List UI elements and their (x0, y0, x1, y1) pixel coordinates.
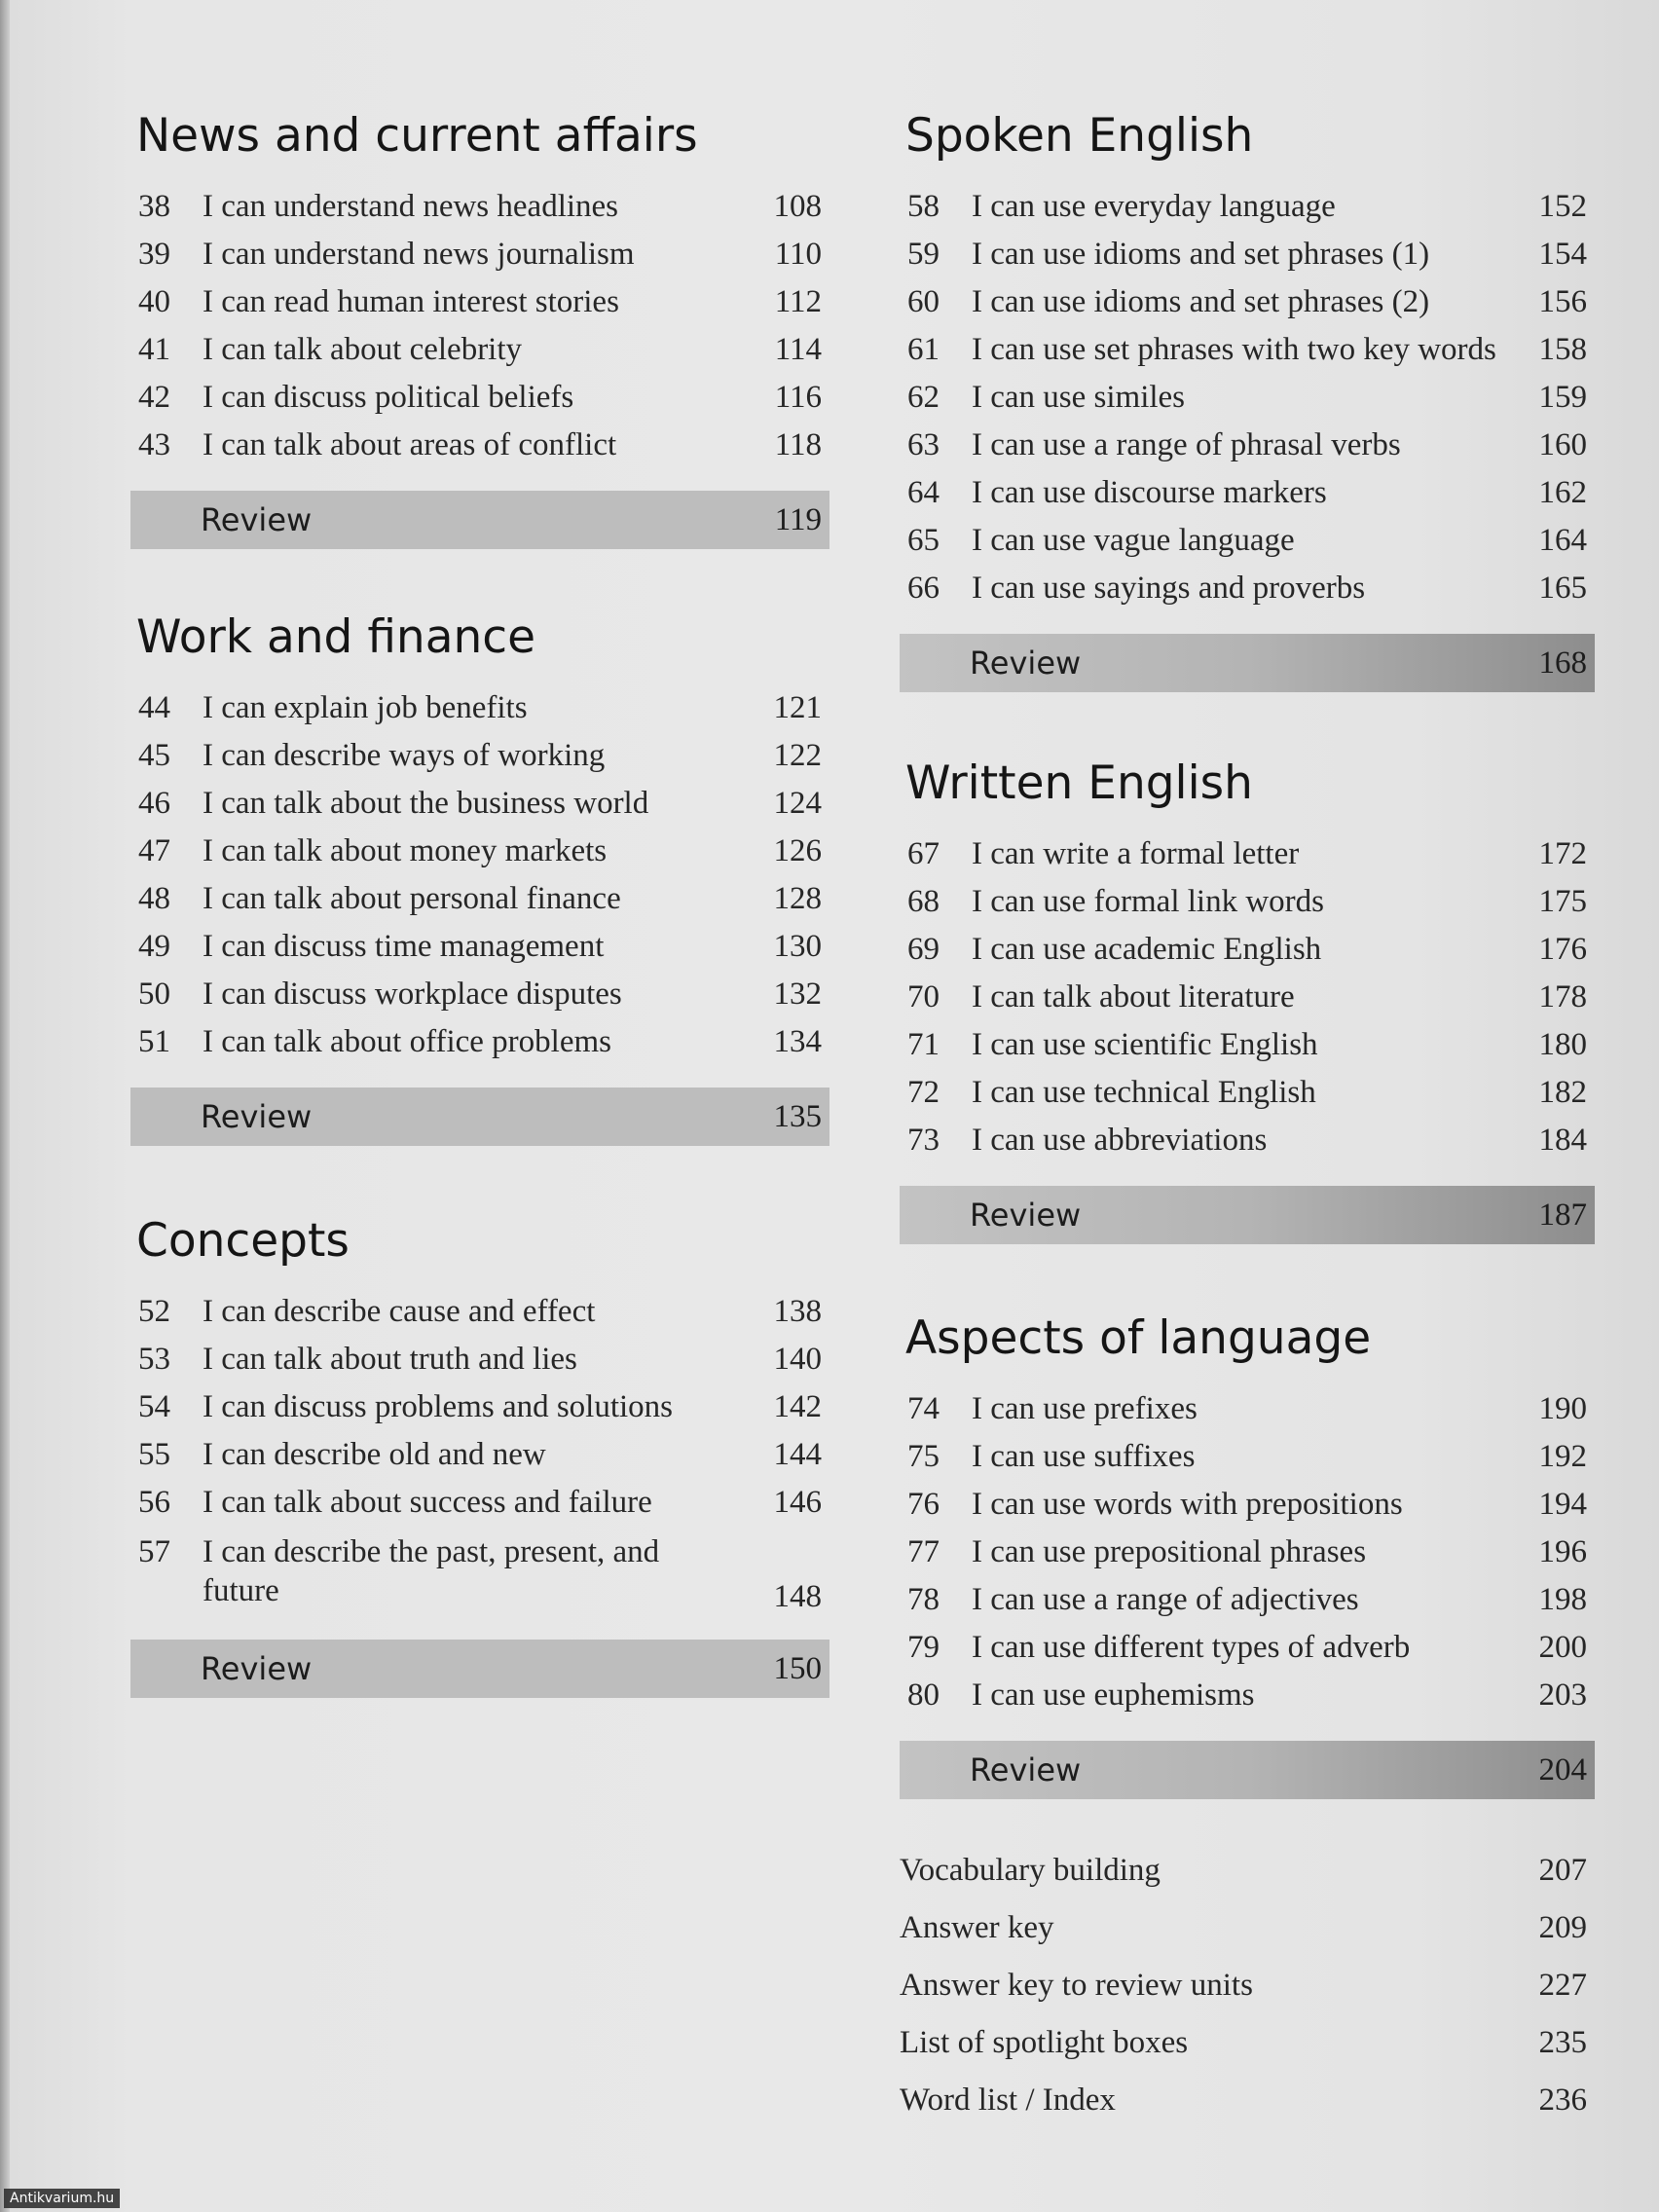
appendix-page: 209 (1538, 1910, 1587, 1945)
unit-num: 39 (138, 237, 170, 272)
review-page: 204 (1538, 1751, 1587, 1788)
appendix-page: 235 (1538, 2025, 1587, 2060)
unit-row[interactable] (130, 1431, 830, 1479)
unit-row[interactable] (900, 1069, 1595, 1117)
unit-row[interactable] (900, 1481, 1595, 1529)
unit-num: 45 (138, 738, 170, 773)
unit-title: I can use prepositional phrases (972, 1534, 1367, 1569)
review-label: Review (970, 1751, 1082, 1788)
unit-title: I can use scientific English (972, 1027, 1318, 1062)
unit-row[interactable] (900, 1117, 1595, 1164)
review-bar[interactable] (900, 1741, 1595, 1799)
unit-row[interactable] (900, 830, 1595, 878)
unit-title: I can talk about the business world (203, 786, 649, 821)
unit-title: I can explain job benefits (203, 690, 528, 725)
unit-title: I can use vague language (972, 523, 1295, 558)
unit-num: 40 (138, 284, 170, 319)
unit-num: 66 (907, 571, 940, 606)
section-heading: Spoken English (905, 109, 1254, 163)
review-page: 150 (773, 1650, 822, 1686)
unit-num: 79 (907, 1630, 940, 1665)
unit-num: 53 (138, 1342, 170, 1377)
unit-row[interactable] (130, 875, 830, 923)
unit-row[interactable] (130, 780, 830, 828)
unit-num: 68 (907, 884, 940, 919)
unit-page: 158 (1538, 332, 1587, 367)
unit-num: 70 (907, 979, 940, 1014)
unit-title: I can discuss problems and solutions (203, 1389, 674, 1424)
watermark: Antikvarium.hu (4, 2189, 120, 2208)
unit-num: 38 (138, 189, 170, 224)
unit-page: 114 (774, 332, 822, 367)
unit-page: 180 (1538, 1027, 1587, 1062)
contents-section (900, 1309, 1595, 1799)
appendix-row[interactable] (900, 1957, 1595, 2014)
unit-row[interactable] (900, 469, 1595, 517)
contents-section (900, 107, 1595, 692)
unit-row[interactable] (900, 422, 1595, 469)
unit-page: 110 (774, 237, 822, 272)
appendix-title: List of spotlight boxes (900, 2025, 1189, 2060)
unit-num: 73 (907, 1123, 940, 1158)
unit-row[interactable] (900, 974, 1595, 1021)
unit-title: I can read human interest stories (203, 284, 619, 319)
unit-page: 198 (1538, 1582, 1587, 1617)
unit-title: I can use technical English (972, 1075, 1316, 1110)
contents-section (900, 755, 1595, 1244)
unit-row[interactable] (130, 732, 830, 780)
unit-title: I can talk about money markets (203, 833, 608, 868)
unit-row[interactable] (130, 231, 830, 278)
unit-num: 67 (907, 836, 940, 871)
section-heading: News and current affairs (136, 109, 698, 163)
unit-page: 165 (1538, 571, 1587, 606)
unit-num: 54 (138, 1389, 170, 1424)
unit-num: 62 (907, 380, 940, 415)
review-label: Review (201, 1098, 313, 1135)
unit-row[interactable] (900, 926, 1595, 974)
unit-row[interactable] (130, 971, 830, 1018)
unit-title: I can use suffixes (972, 1439, 1196, 1474)
unit-list (130, 1288, 830, 1618)
unit-num: 57 (138, 1534, 170, 1569)
unit-title: I can use everyday language (972, 189, 1336, 224)
unit-page: 160 (1538, 427, 1587, 462)
review-label: Review (201, 501, 313, 538)
unit-title: I can use different types of adverb (972, 1630, 1411, 1665)
unit-num: 48 (138, 881, 170, 916)
section-heading: Written English (905, 756, 1253, 810)
unit-num: 58 (907, 189, 940, 224)
unit-row[interactable] (130, 183, 830, 231)
unit-row[interactable] (130, 422, 830, 469)
review-bar[interactable] (900, 1186, 1595, 1244)
section-heading: Aspects of language (905, 1311, 1372, 1365)
unit-num: 74 (907, 1391, 940, 1426)
unit-num: 76 (907, 1487, 940, 1522)
unit-title: I can use set phrases with two key words (972, 332, 1496, 367)
unit-num: 56 (138, 1485, 170, 1520)
unit-list (130, 684, 830, 1066)
unit-title: I can use abbreviations (972, 1123, 1268, 1158)
unit-title: I can talk about areas of conflict (203, 427, 617, 462)
appendix-row[interactable] (900, 2072, 1595, 2129)
unit-page: 132 (773, 977, 822, 1012)
unit-num: 61 (907, 332, 940, 367)
unit-page: 178 (1538, 979, 1587, 1014)
unit-page: 142 (773, 1389, 822, 1424)
unit-title: I can talk about office problems (203, 1024, 611, 1059)
unit-num: 72 (907, 1075, 940, 1110)
unit-row[interactable] (130, 828, 830, 875)
unit-page: 194 (1538, 1487, 1587, 1522)
appendix-list (900, 1842, 1595, 2129)
unit-title: I can use idioms and set phrases (1) (972, 237, 1430, 272)
unit-page: 176 (1538, 932, 1587, 967)
unit-page: 175 (1538, 884, 1587, 919)
unit-page: 182 (1538, 1075, 1587, 1110)
unit-page: 156 (1538, 284, 1587, 319)
unit-page: 146 (773, 1485, 822, 1520)
unit-num: 63 (907, 427, 940, 462)
appendix-title: Vocabulary building (900, 1853, 1161, 1888)
unit-page: 190 (1538, 1391, 1587, 1426)
unit-row[interactable] (130, 1527, 830, 1618)
unit-page: 154 (1538, 237, 1587, 272)
section-heading: Concepts (136, 1214, 350, 1268)
unit-row[interactable] (900, 1433, 1595, 1481)
unit-title: I can use a range of phrasal verbs (972, 427, 1401, 462)
appendix-page: 236 (1538, 2083, 1587, 2118)
unit-num: 75 (907, 1439, 940, 1474)
unit-num: 41 (138, 332, 170, 367)
unit-num: 52 (138, 1294, 170, 1329)
unit-num: 69 (907, 932, 940, 967)
unit-num: 51 (138, 1024, 170, 1059)
unit-page: 203 (1538, 1677, 1587, 1713)
unit-num: 64 (907, 475, 940, 510)
unit-row[interactable] (130, 684, 830, 732)
unit-page: 116 (774, 380, 822, 415)
unit-row[interactable] (130, 1479, 830, 1527)
review-bar[interactable] (900, 634, 1595, 692)
unit-row[interactable] (130, 1383, 830, 1431)
unit-title: I can describe old and new (203, 1437, 546, 1472)
unit-row[interactable] (900, 183, 1595, 231)
unit-row[interactable] (130, 374, 830, 422)
unit-page: 172 (1538, 836, 1587, 871)
unit-row[interactable] (900, 565, 1595, 612)
unit-title: I can use discourse markers (972, 475, 1327, 510)
review-page: 135 (773, 1098, 822, 1134)
appendix-title: Word list / Index (900, 2083, 1116, 2118)
review-page: 168 (1538, 645, 1587, 681)
unit-page: 196 (1538, 1534, 1587, 1569)
unit-page: 184 (1538, 1123, 1587, 1158)
unit-page: 138 (773, 1294, 822, 1329)
unit-row[interactable] (130, 1288, 830, 1336)
unit-row[interactable] (900, 878, 1595, 926)
unit-num: 49 (138, 929, 170, 964)
unit-page: 159 (1538, 380, 1587, 415)
appendix-title: Answer key (900, 1910, 1054, 1945)
unit-num: 42 (138, 380, 170, 415)
appendix-row[interactable] (900, 1842, 1595, 1899)
unit-row[interactable] (130, 923, 830, 971)
review-bar[interactable] (130, 1640, 830, 1698)
unit-title: I can write a formal letter (972, 836, 1300, 871)
unit-num: 71 (907, 1027, 940, 1062)
unit-title: I can use idioms and set phrases (2) (972, 284, 1430, 319)
unit-title: I can understand news journalism (203, 237, 635, 272)
unit-title: I can describe cause and effect (203, 1294, 596, 1329)
contents-section (130, 1212, 830, 1698)
unit-page: 112 (774, 284, 822, 319)
unit-title: I can describe ways of working (203, 738, 606, 773)
unit-title: I can discuss time management (203, 929, 605, 964)
unit-title: I can use similes (972, 380, 1186, 415)
unit-page: 162 (1538, 475, 1587, 510)
unit-num: 59 (907, 237, 940, 272)
appendix-row[interactable] (900, 2014, 1595, 2072)
section-heading: Work and finance (136, 610, 536, 664)
unit-page: 192 (1538, 1439, 1587, 1474)
appendix-page: 207 (1538, 1853, 1587, 1888)
unit-num: 47 (138, 833, 170, 868)
unit-page: 200 (1538, 1630, 1587, 1665)
unit-row[interactable] (900, 517, 1595, 565)
review-label: Review (970, 1197, 1082, 1234)
unit-page: 122 (773, 738, 822, 773)
unit-row[interactable] (900, 1529, 1595, 1576)
unit-row[interactable] (900, 1624, 1595, 1672)
unit-page: 108 (773, 189, 822, 224)
unit-row[interactable] (900, 278, 1595, 326)
unit-page: 134 (773, 1024, 822, 1059)
unit-title: I can use academic English (972, 932, 1322, 967)
contents-section (130, 608, 830, 1146)
unit-num: 80 (907, 1677, 940, 1713)
unit-list (900, 1385, 1595, 1719)
unit-num: 43 (138, 427, 170, 462)
unit-title: I can talk about literature (972, 979, 1295, 1014)
appendix-row[interactable] (900, 1899, 1595, 1957)
unit-num: 46 (138, 786, 170, 821)
review-page: 187 (1538, 1197, 1587, 1233)
unit-num: 55 (138, 1437, 170, 1472)
unit-title: I can describe the past, present, and future (203, 1534, 660, 1608)
unit-page: 130 (773, 929, 822, 964)
unit-row[interactable] (900, 374, 1595, 422)
review-bar[interactable] (130, 491, 830, 549)
appendix-title: Answer key to review units (900, 1968, 1253, 2003)
unit-title: I can understand news headlines (203, 189, 619, 224)
unit-title: I can talk about celebrity (203, 332, 523, 367)
unit-title: I can use words with prepositions (972, 1487, 1403, 1522)
review-bar[interactable] (130, 1088, 830, 1146)
unit-num: 65 (907, 523, 940, 558)
review-page: 119 (774, 501, 822, 537)
appendix-page: 227 (1538, 1968, 1587, 2003)
unit-num: 44 (138, 690, 170, 725)
unit-row[interactable] (900, 1576, 1595, 1624)
unit-title: I can use euphemisms (972, 1677, 1255, 1713)
unit-row[interactable] (900, 1021, 1595, 1069)
unit-row[interactable] (900, 231, 1595, 278)
unit-title: I can talk about success and failure (203, 1485, 652, 1520)
unit-page: 152 (1538, 189, 1587, 224)
unit-list (900, 830, 1595, 1164)
unit-title: I can discuss political beliefs (203, 380, 574, 415)
contents-section (130, 107, 830, 549)
unit-list (900, 183, 1595, 612)
unit-title: I can use prefixes (972, 1391, 1198, 1426)
unit-row[interactable] (130, 1336, 830, 1383)
unit-page: 128 (773, 881, 822, 916)
unit-row[interactable] (900, 1672, 1595, 1719)
unit-row[interactable] (900, 326, 1595, 374)
unit-page: 144 (773, 1437, 822, 1472)
review-label: Review (970, 645, 1082, 682)
review-label: Review (201, 1650, 313, 1687)
unit-row[interactable] (130, 326, 830, 374)
page-edge (0, 0, 10, 2212)
unit-page: 124 (773, 786, 822, 821)
unit-row[interactable] (130, 278, 830, 326)
unit-page: 148 (773, 1579, 822, 1614)
unit-title: I can talk about personal finance (203, 881, 621, 916)
unit-num: 78 (907, 1582, 940, 1617)
unit-page: 140 (773, 1342, 822, 1377)
unit-page: 126 (773, 833, 822, 868)
unit-title: I can discuss workplace disputes (203, 977, 622, 1012)
unit-page: 118 (774, 427, 822, 462)
unit-page: 121 (773, 690, 822, 725)
unit-title: I can use a range of adjectives (972, 1582, 1359, 1617)
unit-num: 50 (138, 977, 170, 1012)
unit-title: I can use formal link words (972, 884, 1324, 919)
unit-num: 60 (907, 284, 940, 319)
unit-list (130, 183, 830, 469)
unit-page: 164 (1538, 523, 1587, 558)
unit-num: 77 (907, 1534, 940, 1569)
unit-row[interactable] (900, 1385, 1595, 1433)
unit-row[interactable] (130, 1018, 830, 1066)
unit-title: I can use sayings and proverbs (972, 571, 1366, 606)
unit-title: I can talk about truth and lies (203, 1342, 577, 1377)
